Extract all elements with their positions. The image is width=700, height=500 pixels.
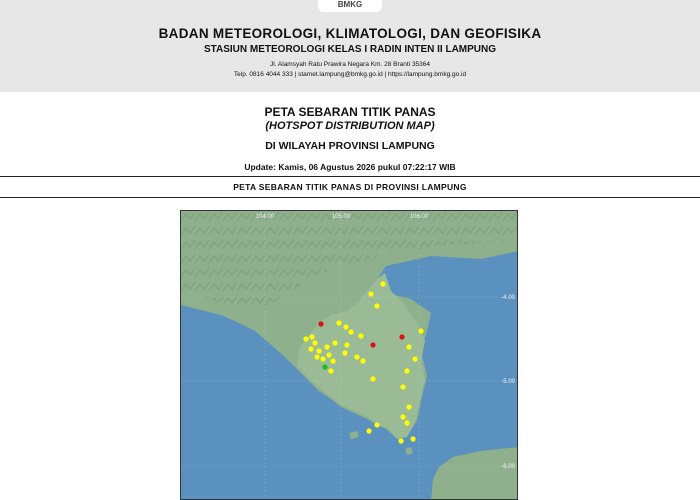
hotspot-low[interactable]	[336, 320, 341, 325]
hotspot-low[interactable]	[330, 358, 335, 363]
hotspot-low[interactable]	[354, 354, 359, 359]
divider-bottom	[0, 197, 700, 198]
hotspot-low[interactable]	[404, 368, 409, 373]
hotspot-low[interactable]	[309, 334, 314, 339]
hotspot-low[interactable]	[326, 352, 331, 357]
hotspot-low[interactable]	[400, 384, 405, 389]
hotspot-low[interactable]	[398, 438, 403, 443]
hotspot-low[interactable]	[366, 428, 371, 433]
map-canvas	[181, 211, 518, 500]
hotspot-low[interactable]	[320, 356, 325, 361]
hotspot-medium[interactable]	[322, 364, 327, 369]
longitude-label: 106.00	[409, 214, 429, 220]
hotspot-low[interactable]	[380, 281, 385, 286]
hotspot-low[interactable]	[308, 346, 313, 351]
hotspot-low[interactable]	[343, 324, 348, 329]
hotspot-low[interactable]	[358, 333, 363, 338]
hotspot-low[interactable]	[374, 303, 379, 308]
station-address: Jl. Alamsyah Ratu Prawira Negara Km. 28 Branti 35364	[269, 61, 431, 68]
hotspot-low[interactable]	[370, 376, 375, 381]
latitude-label: -4.00	[501, 295, 515, 301]
longitude-label: 104.00	[255, 214, 275, 220]
hotspot-high[interactable]	[399, 334, 404, 339]
map-heading: PETA SEBARAN TITIK PANAS DI PROVINSI LAMPUNG	[233, 182, 467, 192]
latitude-label: -6.00	[501, 464, 515, 470]
hotspot-map[interactable]	[180, 210, 518, 500]
hotspot-low[interactable]	[406, 344, 411, 349]
bmkg-logo: BMKG	[318, 0, 382, 12]
hotspot-low[interactable]	[360, 358, 365, 363]
hotspot-low[interactable]	[348, 329, 353, 334]
map-title-english: (HOTSPOT DISTRIBUTION MAP)	[265, 120, 435, 132]
hotspot-low[interactable]	[312, 340, 317, 345]
update-time: Update: Kamis, 06 Agustus 2026 pukul 07:22:17 WIB	[244, 162, 456, 172]
hotspot-low[interactable]	[303, 336, 308, 341]
hotspot-low[interactable]	[324, 344, 329, 349]
hotspot-low[interactable]	[332, 340, 337, 345]
hotspot-high[interactable]	[318, 321, 323, 326]
hotspot-low[interactable]	[412, 356, 417, 361]
map-title: PETA SEBARAN TITIK PANAS	[264, 105, 436, 119]
station-contact: Telp. 0816 4044 333 | stamet.lampung@bmkg.go.id | https://lampung.bmkg.go.id	[233, 71, 467, 78]
hotspot-low[interactable]	[368, 291, 373, 296]
longitude-label: 105.00	[331, 214, 351, 220]
station-name: STASIUN METEOROLOGI KELAS I RADIN INTEN II LAMPUNG	[203, 44, 497, 55]
hotspot-low[interactable]	[328, 368, 333, 373]
hotspot-low[interactable]	[316, 348, 321, 353]
hotspot-low[interactable]	[342, 350, 347, 355]
hotspot-low[interactable]	[374, 422, 379, 427]
hotspot-low[interactable]	[404, 420, 409, 425]
hotspot-low[interactable]	[344, 342, 349, 347]
map-region: DI WILAYAH PROVINSI LAMPUNG	[265, 140, 435, 152]
hotspot-low[interactable]	[314, 354, 319, 359]
hotspot-low[interactable]	[406, 404, 411, 409]
hotspot-low[interactable]	[418, 328, 423, 333]
letterhead	[0, 0, 700, 92]
hotspot-low[interactable]	[410, 436, 415, 441]
divider-top	[0, 176, 700, 177]
latitude-label: -5.00	[501, 379, 515, 385]
hotspot-low[interactable]	[400, 414, 405, 419]
organization-name: BADAN METEOROLOGI, KLIMATOLOGI, DAN GEOFISIKA	[158, 26, 542, 41]
hotspot-high[interactable]	[370, 342, 375, 347]
